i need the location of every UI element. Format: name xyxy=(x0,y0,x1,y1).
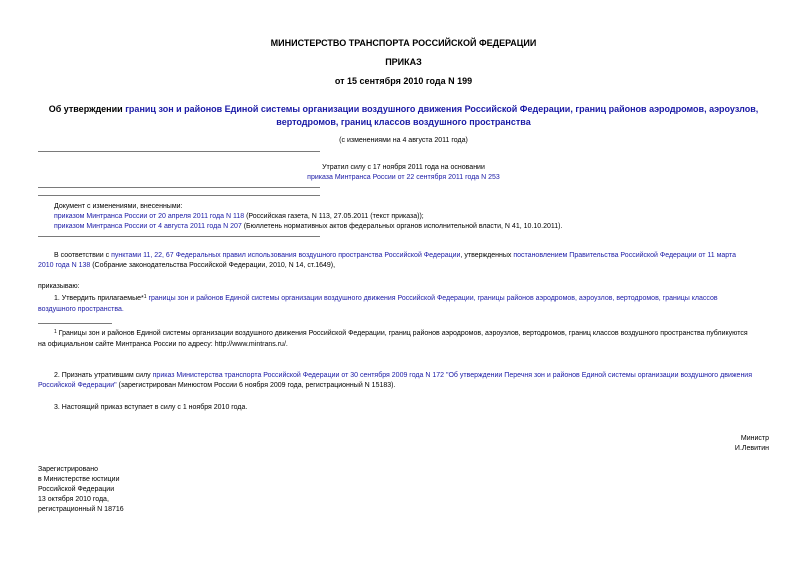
item-1-text: 1. Утвердить прилагаемые* xyxy=(54,295,144,302)
item-2-line1 xyxy=(54,371,752,381)
preamble-text: , утвержденных xyxy=(460,252,514,259)
title-link-line1[interactable]: границ зон и районов Единой системы организации воздушного движения Российской Федерации, границ районов аэродромов, аэроузлов, xyxy=(125,104,759,114)
footnote-ref[interactable]: 1 xyxy=(143,294,147,300)
divider xyxy=(38,187,320,188)
item-1-line1 xyxy=(54,292,718,304)
divider xyxy=(38,151,320,152)
changes-heading: Документ с изменениями, внесенными: xyxy=(54,203,183,210)
ministry-heading: МИНИСТЕРСТВО ТРАНСПОРТА РОССИЙСКОЙ ФЕДЕРАЦИИ xyxy=(270,38,537,48)
item-3: 3. Настоящий приказ вступает в силу с 1 ноября 2010 года. xyxy=(54,404,248,411)
expired-order-link[interactable]: приказа Минтранса России от 22 сентября 2011 года N 253 xyxy=(307,174,500,181)
repealed-order-link[interactable]: приказ Министерства транспорта Российской Федерации от 30 сентября 2009 года N 172 "Об утверждении Перечня зон и районов Единой системы организации воздушного движения xyxy=(152,372,753,379)
change-item-1 xyxy=(54,212,424,222)
resolution-link-cont[interactable]: 2010 года N 138 xyxy=(38,262,91,269)
footnote-line2: на официальном сайте Минтранса России по адресу: http://www.mintrans.ru/. xyxy=(38,341,288,348)
preamble-line2 xyxy=(38,261,335,271)
title-prefix: Об утверждении xyxy=(48,104,123,114)
change-item-1-source: (Российская газета, N 113, 27.05.2011 (текст приказа)); xyxy=(244,213,424,220)
registration-line2: в Министерстве юстиции xyxy=(38,476,120,483)
change-item-2-link[interactable]: приказом Минтранса России от 4 августа 2011 года N 207 xyxy=(54,223,242,230)
resolution-link[interactable]: постановлением Правительства Российской Федерации от 11 марта xyxy=(513,252,737,259)
footnote-divider xyxy=(38,323,112,324)
preamble-source: (Собрание законодательства Российской Федерации, 2010, N 14, ст.1649), xyxy=(90,262,336,269)
order-word: приказываю: xyxy=(38,283,80,290)
repealed-order-link-cont[interactable]: Российской Федерации" xyxy=(38,382,117,389)
document-title-line2 xyxy=(0,117,807,127)
footnote-text: Границы зон и районов Единой системы организации воздушного движения Российской Федерации, границ районов аэродромов, аэроузлов, вертодромов, границ классов воздушного пространства публикуются xyxy=(56,330,748,337)
footnote-line1 xyxy=(54,327,748,339)
preamble-text: В соответствии с xyxy=(54,252,112,259)
item-2-text: 2. Признать утратившим силу xyxy=(54,372,153,379)
boundaries-link-cont[interactable]: воздушного пространства. xyxy=(38,306,124,313)
registration-line5: регистрационный N 18716 xyxy=(38,506,124,513)
change-item-2-source: (Бюллетень нормативных актов федеральных органов исполнительной власти, N 41, 10.10.2011). xyxy=(241,223,563,230)
change-item-2 xyxy=(54,222,562,232)
registration-line3: Российской Федерации xyxy=(38,486,115,493)
expired-notice: Утратил силу с 17 ноября 2011 года на основании xyxy=(322,164,485,171)
amendment-note: (с изменениями на 4 августа 2011 года) xyxy=(339,137,468,144)
signature-name: И.Левитин xyxy=(734,445,769,452)
rules-link[interactable]: пунктами 11, 22, 67 Федеральных правил использования воздушного пространства Российской Федерации xyxy=(111,252,461,259)
registration-line1: Зарегистрировано xyxy=(38,466,98,473)
title-link-line2[interactable]: вертодромов, границ классов воздушного пространства xyxy=(276,117,531,127)
divider xyxy=(38,195,320,196)
expired-notice-link-row xyxy=(0,173,807,183)
item-2-line2 xyxy=(38,381,395,391)
registration-line4: 13 октября 2010 года, xyxy=(38,496,109,503)
footnote-marker: 1 xyxy=(54,329,57,335)
item-1-line2 xyxy=(38,305,124,315)
signature-position: Министр xyxy=(740,435,769,442)
change-item-1-link[interactable]: приказом Минтранса России от 20 апреля 2011 года N 118 xyxy=(54,213,245,220)
date-number-heading: от 15 сентября 2010 года N 199 xyxy=(334,76,473,86)
preamble-line1 xyxy=(54,251,736,261)
boundaries-link[interactable]: границы зон и районов Единой системы организации воздушного движения Российской Федерации, границы районов аэродромов, аэроузлов, вертодромов, границы классов xyxy=(146,295,718,302)
divider xyxy=(38,236,320,237)
document-title-line1 xyxy=(0,104,807,114)
item-2-registration: (зарегистрирован Минюстом России 6 ноября 2009 года, регистрационный N 15183). xyxy=(116,382,396,389)
doc-type-heading: ПРИКАЗ xyxy=(385,57,422,67)
